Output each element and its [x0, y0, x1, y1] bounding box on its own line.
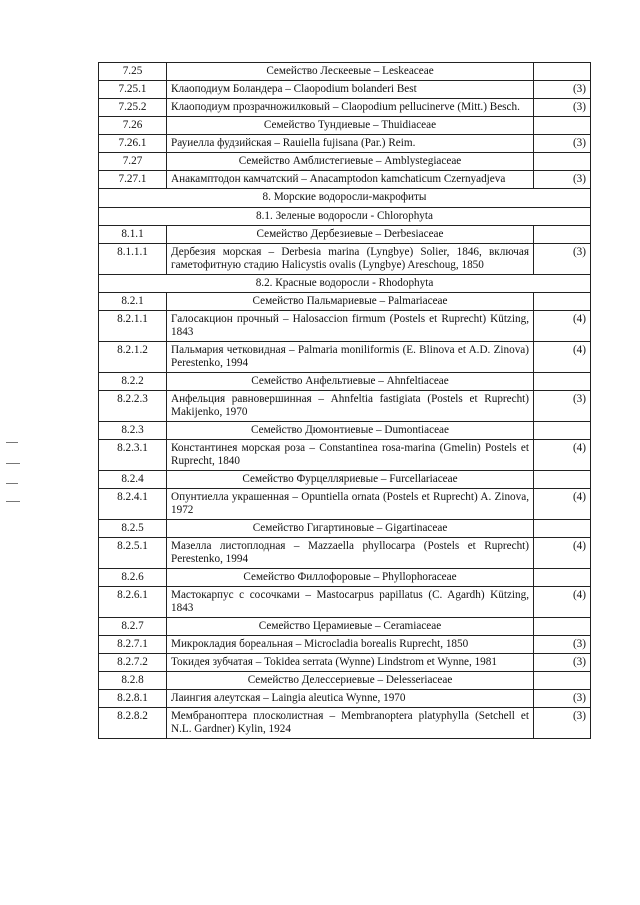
- species-row: [99, 636, 591, 654]
- row-number: 8.1.1.1: [99, 244, 167, 275]
- status-category: (3): [534, 135, 591, 153]
- row-number: 8.2.8: [99, 672, 167, 690]
- status-category: [534, 226, 591, 244]
- species-row: [99, 391, 591, 422]
- status-category: (4): [534, 489, 591, 520]
- row-number: 8.2.4: [99, 471, 167, 489]
- row-number: 8.2.3.1: [99, 440, 167, 471]
- species-name: Токидея зубчатая – Tokidea serrata (Wynne) Lindstrom et Wynne, 1981: [167, 654, 534, 672]
- family-name: Семейство Дюмонтиевые – Dumontiaceae: [167, 422, 534, 440]
- status-category: [534, 63, 591, 81]
- status-category: (3): [534, 708, 591, 739]
- row-number: 7.26: [99, 117, 167, 135]
- row-number: 8.2.6.1: [99, 587, 167, 618]
- status-category: [534, 672, 591, 690]
- family-name: Семейство Филлофоровые – Phyllophoraceae: [167, 569, 534, 587]
- species-name: Лаингия алеутская – Laingia aleutica Wynne, 1970: [167, 690, 534, 708]
- section-heading: 8. Морские водоросли-макрофиты: [99, 189, 591, 208]
- row-number: 8.2.3: [99, 422, 167, 440]
- status-category: (3): [534, 81, 591, 99]
- species-name: Клаоподиум Боландера – Claopodium bolanderi Best: [167, 81, 534, 99]
- row-number: 8.2.7.1: [99, 636, 167, 654]
- species-name: Анфельция равновершинная – Ahnfeltia fastigiata (Postels et Ruprecht) Makijenko, 1970: [167, 391, 534, 422]
- status-category: [534, 293, 591, 311]
- species-row: [99, 171, 591, 189]
- row-number: 7.26.1: [99, 135, 167, 153]
- species-name: Галосакцион прочный – Halosaccion firmum (Postels et Ruprecht) Kützing, 1843: [167, 311, 534, 342]
- species-table-body: [99, 63, 591, 739]
- row-number: 7.25: [99, 63, 167, 81]
- subsection-heading: 8.2. Красные водоросли - Rhodophyta: [99, 275, 591, 293]
- species-row: [99, 244, 591, 275]
- row-number: 8.2.4.1: [99, 489, 167, 520]
- family-name: Семейство Пальмариевые – Palmariaceae: [167, 293, 534, 311]
- species-name: Дербезия морская – Derbesia marina (Lyngbye) Solier, 1846, включая гаметофитную стадию Halicystis ovalis (Lyngbye) Areschoug, 1850: [167, 244, 534, 275]
- status-category: [534, 471, 591, 489]
- status-category: [534, 153, 591, 171]
- species-row: [99, 538, 591, 569]
- species-name: Микрокладия бореальная – Microcladia borealis Ruprecht, 1850: [167, 636, 534, 654]
- status-category: (3): [534, 244, 591, 275]
- status-category: (3): [534, 99, 591, 117]
- status-category: [534, 117, 591, 135]
- status-category: [534, 373, 591, 391]
- row-number: 8.2.1.2: [99, 342, 167, 373]
- row-number: 8.2.8.2: [99, 708, 167, 739]
- family-name: Семейство Делессериевые – Delesseriaceae: [167, 672, 534, 690]
- family-row: [99, 569, 591, 587]
- status-category: (4): [534, 342, 591, 373]
- family-name: Семейство Гигартиновые – Gigartinaceae: [167, 520, 534, 538]
- species-name: Пальмария четковидная – Palmaria moniliformis (E. Blinova et A.D. Zinova) Perestenko, 1994: [167, 342, 534, 373]
- species-row: [99, 440, 591, 471]
- row-number: 7.27: [99, 153, 167, 171]
- family-row: [99, 153, 591, 171]
- family-name: Семейство Дербезиевые – Derbesiaceae: [167, 226, 534, 244]
- family-row: [99, 63, 591, 81]
- species-row: [99, 135, 591, 153]
- subsection-heading: 8.1. Зеленые водоросли - Chlorophyta: [99, 208, 591, 226]
- row-number: 8.1.1: [99, 226, 167, 244]
- status-category: (3): [534, 690, 591, 708]
- species-row: [99, 587, 591, 618]
- family-name: Семейство Лескеевые – Leskeaceae: [167, 63, 534, 81]
- species-name: Клаоподиум прозрачножилковый – Claopodium pellucinerve (Mitt.) Besch.: [167, 99, 534, 117]
- family-row: [99, 520, 591, 538]
- species-name: Рауиелла фудзийская – Rauiella fujisana (Par.) Reim.: [167, 135, 534, 153]
- row-number: 7.27.1: [99, 171, 167, 189]
- species-name: Анакамптодон камчатский – Anacamptodon kamchaticum Czernyadjeva: [167, 171, 534, 189]
- species-row: [99, 342, 591, 373]
- family-row: [99, 422, 591, 440]
- family-name: Семейство Анфельтиевые – Ahnfeltiaceae: [167, 373, 534, 391]
- family-row: [99, 117, 591, 135]
- row-number: 8.2.2: [99, 373, 167, 391]
- row-number: 8.2.6: [99, 569, 167, 587]
- status-category: (4): [534, 440, 591, 471]
- row-number: 8.2.2.3: [99, 391, 167, 422]
- species-table: [98, 62, 591, 739]
- margin-mark: [6, 501, 20, 502]
- row-number: 8.2.1: [99, 293, 167, 311]
- margin-mark: [6, 463, 20, 464]
- species-row: [99, 654, 591, 672]
- status-category: (4): [534, 587, 591, 618]
- family-row: [99, 618, 591, 636]
- row-number: 8.2.7.2: [99, 654, 167, 672]
- species-name: Константинея морская роза – Constantinea rosa-marina (Gmelin) Postels et Ruprecht, 1840: [167, 440, 534, 471]
- species-row: [99, 81, 591, 99]
- row-number: 8.2.8.1: [99, 690, 167, 708]
- family-name: Семейство Церамиевые – Ceramiaceae: [167, 618, 534, 636]
- row-number: 8.2.5.1: [99, 538, 167, 569]
- status-category: (4): [534, 311, 591, 342]
- species-row: [99, 311, 591, 342]
- species-row: [99, 708, 591, 739]
- species-name: Мастокарпус с сосочками – Mastocarpus papillatus (C. Agardh) Kützing, 1843: [167, 587, 534, 618]
- family-name: Семейство Амблистегиевые – Amblystegiaceae: [167, 153, 534, 171]
- row-number: 8.2.5: [99, 520, 167, 538]
- status-category: [534, 520, 591, 538]
- species-name: Мембраноптера плосколистная – Membranoptera platyphylla (Setchell et N.L. Gardner) Kylin, 1924: [167, 708, 534, 739]
- row-number: 7.25.2: [99, 99, 167, 117]
- margin-mark: [6, 442, 18, 443]
- status-category: (3): [534, 654, 591, 672]
- family-row: [99, 226, 591, 244]
- margin-mark: [6, 483, 18, 484]
- family-name: Семейство Тундиевые – Thuidiaceae: [167, 117, 534, 135]
- status-category: (4): [534, 538, 591, 569]
- status-category: (3): [534, 636, 591, 654]
- species-name: Опунтиелла украшенная – Opuntiella ornata (Postels et Ruprecht) A. Zinova, 1972: [167, 489, 534, 520]
- family-name: Семейство Фурцелляриевые – Furcellariaceae: [167, 471, 534, 489]
- status-category: (3): [534, 391, 591, 422]
- subsection-row: [99, 275, 591, 293]
- section-row: [99, 189, 591, 208]
- row-number: 8.2.7: [99, 618, 167, 636]
- family-row: [99, 373, 591, 391]
- row-number: 8.2.1.1: [99, 311, 167, 342]
- subsection-row: [99, 208, 591, 226]
- status-category: [534, 569, 591, 587]
- status-category: [534, 422, 591, 440]
- species-row: [99, 99, 591, 117]
- status-category: (3): [534, 171, 591, 189]
- family-row: [99, 293, 591, 311]
- family-row: [99, 471, 591, 489]
- species-name: Мазелла листоплодная – Mazzaella phyllocarpa (Postels et Ruprecht) Perestenko, 1994: [167, 538, 534, 569]
- family-row: [99, 672, 591, 690]
- species-row: [99, 489, 591, 520]
- species-row: [99, 690, 591, 708]
- row-number: 7.25.1: [99, 81, 167, 99]
- status-category: [534, 618, 591, 636]
